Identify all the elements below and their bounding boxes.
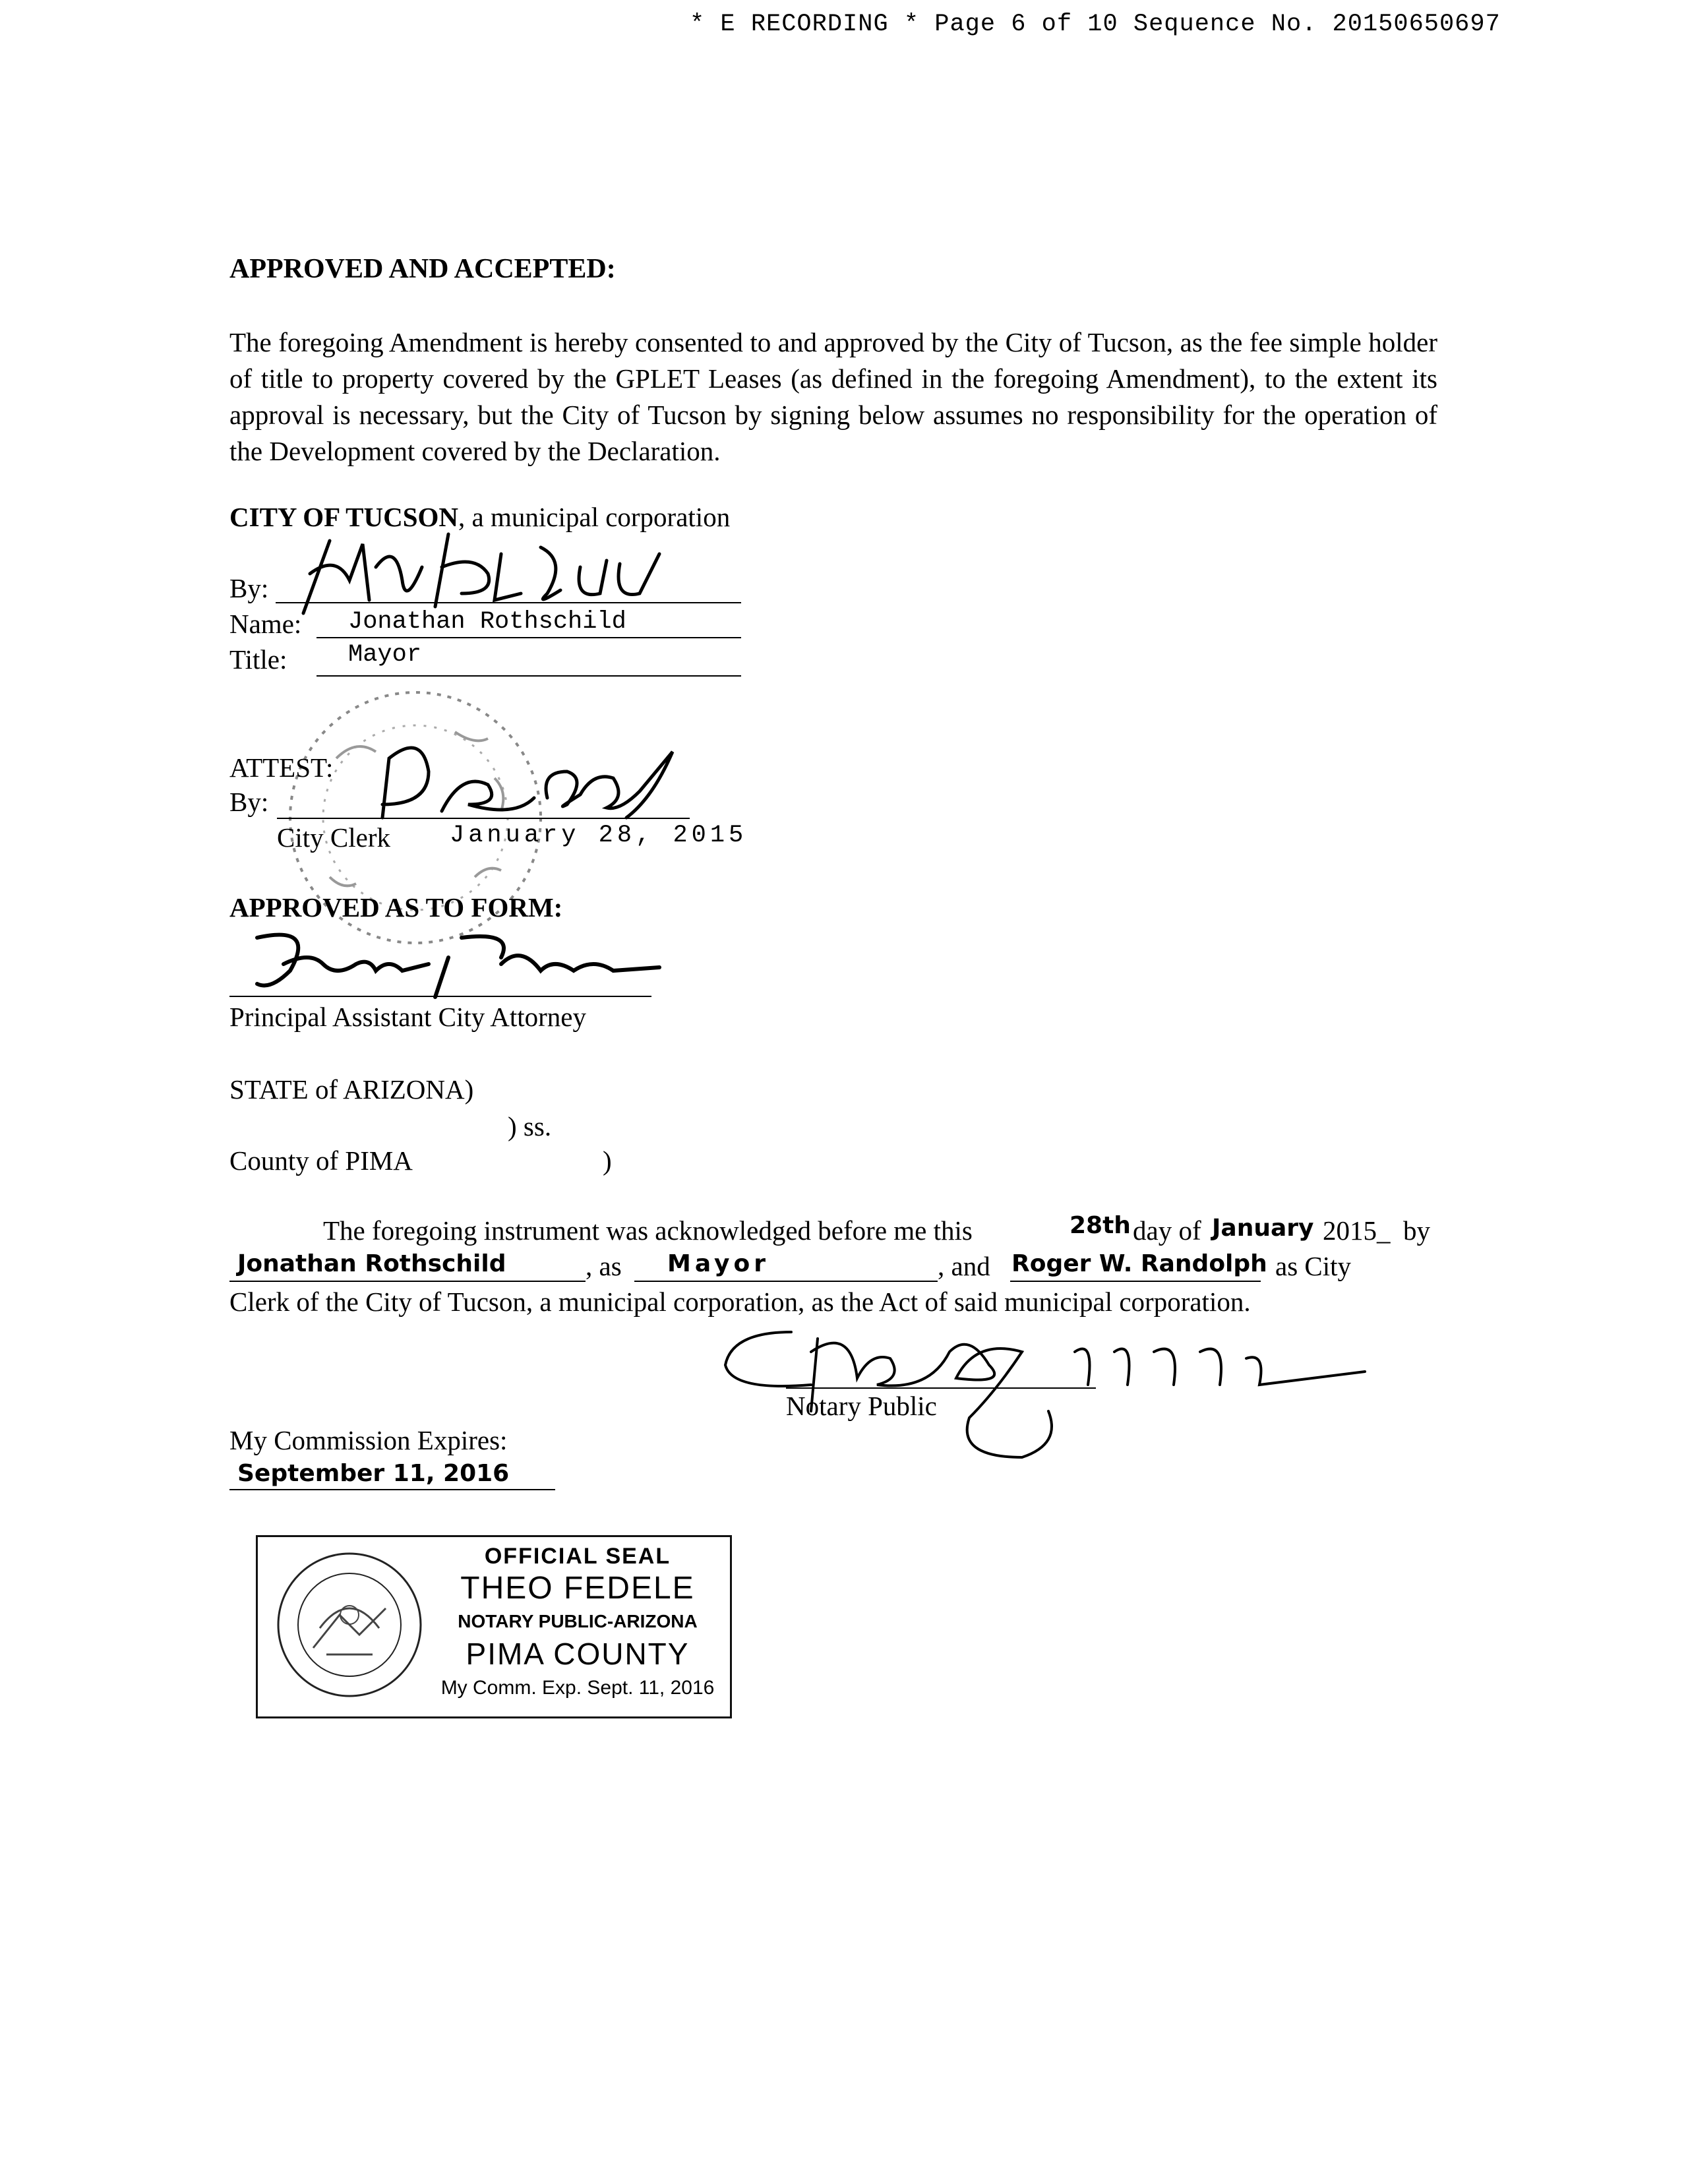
- state-seal-icon: [274, 1549, 425, 1701]
- attorney-signature-line: [229, 996, 651, 997]
- ack-start: The foregoing instrument was acknowledged before me this: [323, 1215, 973, 1246]
- notary-signature-line: [786, 1387, 1096, 1389]
- ack-person-name: Jonathan Rothschild: [237, 1250, 506, 1277]
- ack-clerk-line: [1010, 1281, 1261, 1282]
- by-label: By:: [229, 573, 269, 603]
- title-line: [316, 675, 741, 677]
- venue-county: County of PIMA: [229, 1145, 413, 1176]
- name-value: Jonathan Rothschild: [348, 608, 626, 636]
- ack-clerk-name: Roger W. Randolph: [1011, 1250, 1267, 1277]
- attorney-signature: [237, 918, 673, 1004]
- ack-as-city: as City: [1275, 1251, 1352, 1281]
- title-label: Title:: [229, 644, 287, 675]
- notary-public-label: Notary Public: [786, 1391, 937, 1421]
- ack-by: by: [1403, 1215, 1430, 1246]
- approval-heading: APPROVED AND ACCEPTED:: [229, 254, 616, 284]
- seal-line-expiry: My Comm. Exp. Sept. 11, 2016: [440, 1677, 715, 1699]
- commission-line: [229, 1489, 555, 1490]
- commission-label: My Commission Expires:: [229, 1425, 508, 1455]
- commission-date: September 11, 2016: [237, 1460, 510, 1487]
- ack-person-line: [229, 1281, 586, 1282]
- ack-month: January: [1212, 1215, 1314, 1242]
- venue-state: STATE of ARIZONA): [229, 1074, 474, 1105]
- recording-header: * E RECORDING * Page 6 of 10 Sequence No. 20150650697: [690, 11, 1501, 38]
- attest-label: ATTEST:: [229, 752, 334, 783]
- name-line: [316, 637, 741, 638]
- ack-and-label: , and: [938, 1251, 990, 1281]
- seal-line-name: THEO FEDELE: [460, 1571, 695, 1606]
- ack-day: 28th: [1070, 1212, 1131, 1239]
- city-clerk-label: City Clerk: [277, 822, 390, 853]
- ack-end: Clerk of the City of Tucson, a municipal corporation, as the Act of said municipal corporation.: [229, 1287, 1251, 1317]
- seal-line-county: PIMA COUNTY: [466, 1637, 690, 1671]
- ack-day-of: day of: [1133, 1215, 1201, 1246]
- name-label: Name:: [229, 609, 302, 639]
- venue-ss: ) ss.: [508, 1111, 552, 1141]
- signatory-entity-desc: , a municipal corporation: [458, 502, 731, 532]
- clerk-signature: [343, 732, 712, 831]
- attest-by-label: By:: [229, 787, 269, 817]
- mayor-signature: [290, 528, 725, 620]
- ack-title-line: [634, 1281, 938, 1282]
- form-approval-heading: APPROVED AS TO FORM:: [229, 892, 563, 923]
- ack-as-label: , as: [586, 1251, 622, 1281]
- venue-county-paren: ): [603, 1145, 612, 1176]
- attest-date: January 28, 2015: [450, 822, 748, 849]
- notary-seal-stamp: [256, 1535, 732, 1718]
- title-value: Mayor: [348, 641, 422, 669]
- approval-paragraph: The foregoing Amendment is hereby consented to and approved by the City of Tucson, as the fee simple holder of title to property covered by the GPLET Leases (as defined in the foregoing Amendment), to the extent its approval is necessary, but the City of Tucson by signing below assumes no responsibility for the operation of the Development covered by the Declaration.: [229, 327, 1437, 466]
- seal-line-official: OFFICIAL SEAL: [484, 1544, 671, 1569]
- signatory-entity-name: CITY OF TUCSON: [229, 502, 459, 532]
- ack-person-title: Mayor: [667, 1250, 769, 1277]
- attorney-role: Principal Assistant City Attorney: [229, 1002, 586, 1032]
- ack-year: 2015_: [1323, 1215, 1391, 1246]
- seal-line-notary: NOTARY PUBLIC-ARIZONA: [458, 1611, 698, 1631]
